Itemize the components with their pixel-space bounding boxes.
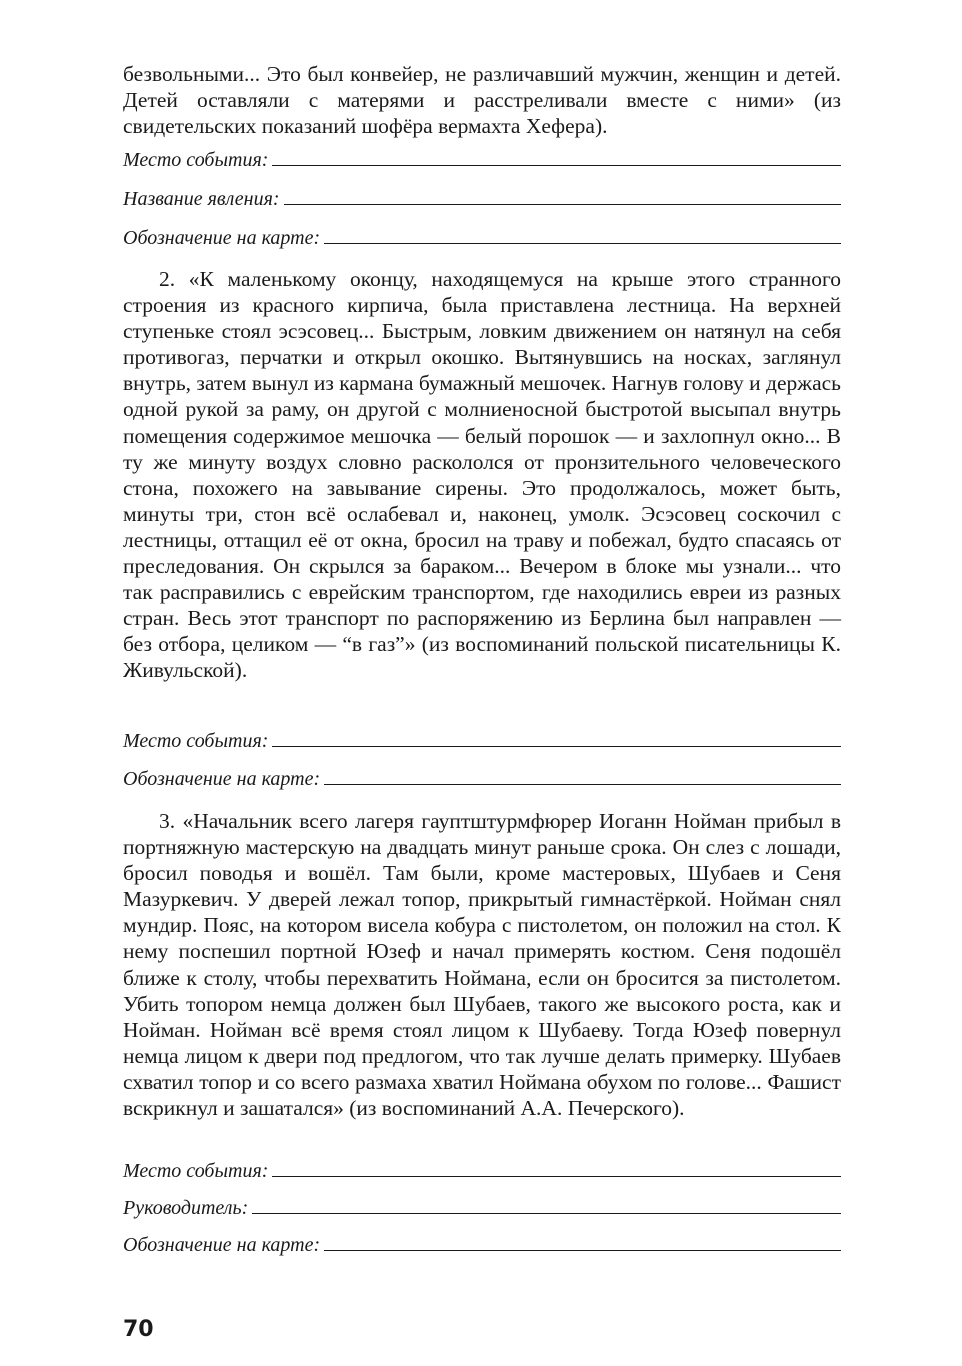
place-label-1: Место события:	[123, 149, 269, 171]
intro-paragraph: безвольными... Это был конвейер, не различавший мужчин, женщин и детей. Детей оставляли с матерями и расстреливали вместе с ними» (из свидетельских показаний шофёра вермахта Хефера).	[123, 62, 841, 139]
map-label-3: Обозначение на карте:	[123, 1234, 321, 1256]
place-field-3[interactable]	[123, 1157, 841, 1183]
section2-fields	[123, 727, 841, 791]
intro-block	[123, 61, 841, 139]
map-field-2[interactable]	[123, 765, 841, 791]
map-field-1[interactable]	[123, 224, 841, 250]
map-answer-line-1[interactable]	[324, 243, 841, 244]
map-answer-line-3[interactable]	[324, 1250, 841, 1251]
place-field-1[interactable]	[123, 146, 841, 172]
place-answer-line-3[interactable]	[272, 1176, 841, 1177]
name-field-1[interactable]	[123, 185, 841, 211]
leader-answer-line-3[interactable]	[252, 1213, 841, 1214]
name-label-1: Название явления:	[123, 188, 280, 210]
leader-label-3: Руководитель:	[123, 1197, 249, 1219]
place-label-3: Место события:	[123, 1160, 269, 1182]
paragraph-2: 2. «К маленькому оконцу, находящемуся на крыше этого странного строения из красного кирпича, была приставлена лестница. На верхней ступеньке стоял эсэсовец... Быстрым, ловким движением он натянул на себя противогаз, перчатки и открыл окошко. Вытянувшись на носках, заглянул внутрь, затем вынул из кармана бумажный мешочек. Нагнув голову и держась одной рукой за раму, он другой с молниеносной быстротой высыпал внутрь помещения содержимое мешочка — белый порошок — и захлопнул окно... В ту же минуту воздух словно раскололся от пронзительного человеческого стона, похожего на завывание сирены. Это продолжалось, может быть, минуты три, стон всё ослабевал и, наконец, умолк. Эсэсовец соскочил с лестницы, оттащил её от окна, бросил на траву и побежал, будто спасаясь от преследования. Он скрылся за бараком... Вечером в блоке мы узнали... что так расправились с еврейским транспортом, где находились евреи из разных стран. Весь этот транспорт по распоряжению из Берлина был направлен — без отбора, целиком — “в газ”» (из воспоминаний польской писательницы К. Живульской).	[123, 267, 841, 683]
map-label-1: Обозначение на карте:	[123, 227, 321, 249]
map-answer-line-2[interactable]	[324, 784, 841, 785]
map-label-2: Обозначение на карте:	[123, 768, 321, 790]
section2-block	[123, 266, 841, 684]
place-label-2: Место события:	[123, 730, 269, 752]
name-answer-line-1[interactable]	[284, 204, 841, 205]
place-field-2[interactable]	[123, 727, 841, 753]
section3-fields	[123, 1157, 841, 1257]
map-field-3[interactable]	[123, 1231, 841, 1257]
place-answer-line-2[interactable]	[272, 746, 841, 747]
section1-fields	[123, 146, 841, 250]
place-answer-line-1[interactable]	[272, 165, 841, 166]
paragraph-3: 3. «Начальник всего лагеря гауптштурмфюрер Иоганн Нойман прибыл в портняжную мастерскую на двадцать минут раньше срока. Он слез с лошади, бросил поводья и вошёл. Там были, кроме мастеровых, Шубаев и Сеня Мазуркевич. У дверей лежал топор, прикрытый гимнастёркой. Нойман снял мундир. Пояс, на котором висела кобура с пистолетом, он положил на стол. К нему поспешил портной Юзеф и начал примерять костюм. Сеня подошёл ближе к столу, чтобы перехватить Ноймана, если он бросится за пистолетом. Убить топором немца должен был Шубаев, такого же высокого роста, как и Нойман. Нойман всё время стоял лицом к Шубаеву. Тогда Юзеф повернул немца лицом к двери под предлогом, что так лучше делать примерку. Шубаев схватил топор и со всего размаха хватил Ноймана обухом по голове... Фашист вскрикнул и зашатался» (из воспоминаний А.А. Печерского).	[123, 809, 841, 1121]
leader-field-3[interactable]	[123, 1194, 841, 1220]
section3-block	[123, 808, 841, 1121]
page-number: 70	[123, 1317, 154, 1342]
